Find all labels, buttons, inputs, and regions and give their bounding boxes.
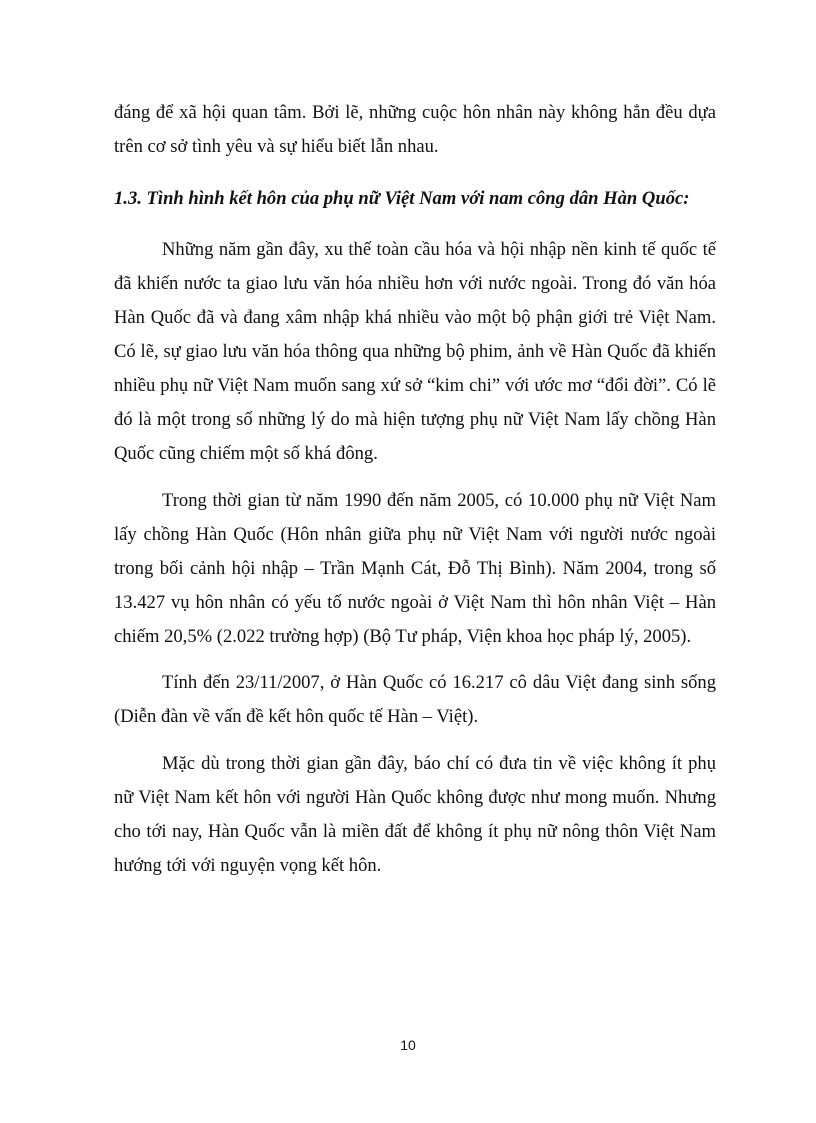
- body-paragraph-2: Trong thời gian từ năm 1990 đến năm 2005, có 10.000 phụ nữ Việt Nam lấy chồng Hàn Quốc (Hôn nhân giữa phụ nữ Việt Nam với người nước ngoài trong bối cảnh hội nhập – Trần Mạnh Cát, Đỗ Thị Bình). Năm 2004, trong số 13.427 vụ hôn nhân có yếu tố nước ngoài ở Việt Nam thì hôn nhân Việt – Hàn chiếm 20,5% (2.022 trường hợp) (Bộ Tư pháp, Viện khoa học pháp lý, 2005).: [114, 490, 716, 647]
- body-paragraph-1: Những năm gần đây, xu thế toàn cầu hóa và hội nhập nền kinh tế quốc tế đã khiến nước ta giao lưu văn hóa nhiều hơn với nước ngoài. Trong đó văn hóa Hàn Quốc đã và đang xâm nhập khá nhiều vào một bộ phận giới trẻ Việt Nam. Có lẽ, sự giao lưu văn hóa thông qua những bộ phim, ảnh về Hàn Quốc đã khiến nhiều phụ nữ Việt Nam muốn sang xứ sở “kim chi” với ước mơ “đổi đời”. Có lẽ đó là một trong số những lý do mà hiện tượng phụ nữ Việt Nam lấy chồng Hàn Quốc cũng chiếm một số khá đông.: [114, 239, 716, 464]
- intro-paragraph: đáng để xã hội quan tâm. Bởi lẽ, những cuộc hôn nhân này không hẳn đều dựa trên cơ sở tình yêu và sự hiểu biết lẫn nhau.: [114, 102, 716, 157]
- body-paragraph-3: Tính đến 23/11/2007, ở Hàn Quốc có 16.217 cô dâu Việt đang sinh sống (Diễn đàn về vấn đề kết hôn quốc tế Hàn – Việt).: [114, 672, 716, 727]
- body-paragraph-4: Mặc dù trong thời gian gần đây, báo chí có đưa tin về việc không ít phụ nữ Việt Nam kết hôn với người Hàn Quốc không được như mong muốn. Nhưng cho tới nay, Hàn Quốc vẫn là miền đất để không ít phụ nữ nông thôn Việt Nam hướng tới với nguyện vọng kết hôn.: [114, 753, 716, 876]
- page-number: 10: [400, 1037, 416, 1053]
- section-heading: 1.3. Tình hình kết hôn của phụ nữ Việt Nam với nam công dân Hàn Quốc:: [114, 188, 690, 209]
